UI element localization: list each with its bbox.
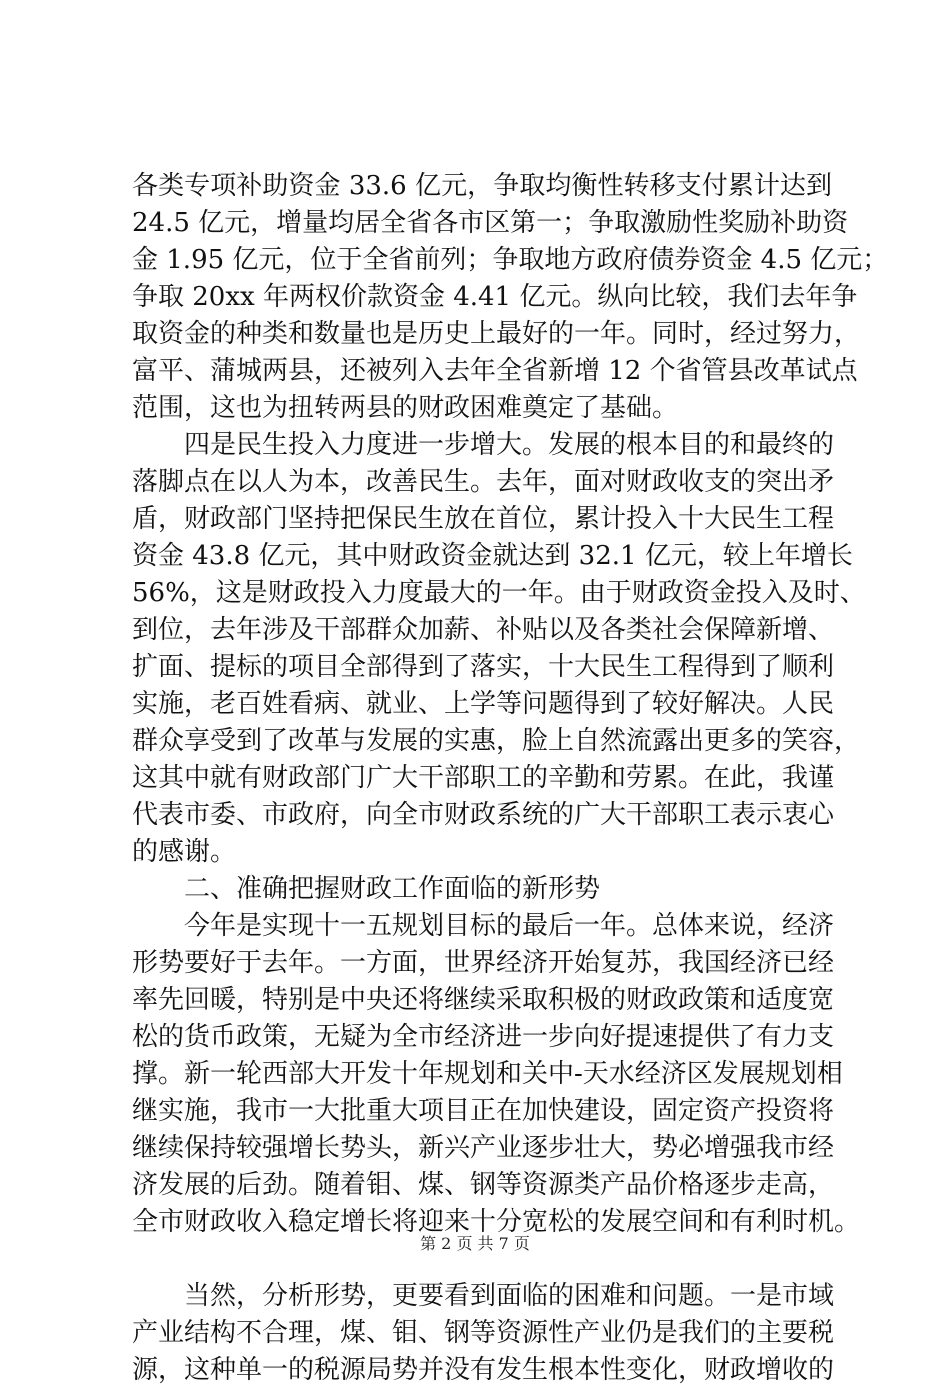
text-line: 56%，这是财政投入力度最大的一年。由于财政资金投入及时、 [132, 578, 866, 608]
paragraph-continued [132, 168, 889, 427]
text-line: 群众享受到了改革与发展的实惠，脸上自然流露出更多的笑容， [132, 726, 861, 756]
page-number-footer: 第 2 页 共 7 页 [420, 1234, 530, 1253]
text-line: 继续保持较强增长势头，新兴产业逐步壮大，势必增强我市经 [132, 1133, 835, 1163]
text-line: 松的货币政策，无疑为全市经济进一步向好提速提供了有力支 [132, 1022, 835, 1052]
text-line: 源，这种单一的税源局势并没有发生根本性变化，财政增收的 [132, 1355, 835, 1385]
text-line: 金 1.95 亿元，位于全省前列；争取地方政府债券资金 4.5 亿元； [132, 245, 889, 275]
text-line: 当然，分析形势，更要看到面临的困难和问题。一是市域 [184, 1281, 835, 1311]
text-line: 扩面、提标的项目全部得到了落实，十大民生工程得到了顺利 [132, 652, 835, 682]
text-line: 资金 43.8 亿元，其中财政资金就达到 32.1 亿元，较上年增长 [132, 541, 853, 571]
heading-text: 二、准确把握财政工作面临的新形势 [184, 874, 601, 904]
text-line: 济发展的后劲。随着钼、煤、钢等资源类产品价格逐步走高， [132, 1170, 835, 1200]
paragraph-difficulties [132, 1278, 835, 1389]
section-heading [132, 871, 832, 908]
text-line: 盾，财政部门坚持把保民生放在首位，累计投入十大民生工程 [132, 504, 835, 534]
paragraph-situation [132, 908, 861, 1241]
text-line: 代表市委、市政府，向全市财政系统的广大干部职工表示衷心 [132, 800, 835, 830]
text-line: 范围，这也为扭转两县的财政困难奠定了基础。 [132, 393, 679, 423]
text-line: 争取 20xx 年两权价款资金 4.41 亿元。纵向比较，我们去年争 [132, 282, 858, 312]
text-line: 这其中就有财政部门广大干部职工的辛勤和劳累。在此，我谨 [132, 763, 835, 793]
text-line: 的感谢。 [132, 837, 237, 867]
text-line: 形势要好于去年。一方面，世界经济开始复苏，我国经济已经 [132, 948, 835, 978]
text-line: 实施，老百姓看病、就业、上学等问题得到了较好解决。人民 [132, 689, 835, 719]
text-line: 今年是实现十一五规划目标的最后一年。总体来说，经济 [184, 911, 835, 941]
text-line: 24.5 亿元，增量均居全省各市区第一；争取激励性奖励补助资 [132, 208, 849, 238]
paragraph-livelihood [132, 427, 866, 871]
text-line: 富平、蒲城两县，还被列入去年全省新增 12 个省管县改革试点 [132, 356, 858, 386]
text-line: 落脚点在以人为本，改善民生。去年，面对财政收支的突出矛 [132, 467, 835, 497]
text-line: 各类专项补助资金 33.6 亿元，争取均衡性转移支付累计达到 [132, 171, 832, 201]
text-line: 四是民生投入力度进一步增大。发展的根本目的和最终的 [184, 430, 835, 460]
text-line: 撑。新一轮西部大开发十年规划和关中-天水经济区发展规划相 [132, 1059, 843, 1089]
text-line: 取资金的种类和数量也是历史上最好的一年。同时，经过努力， [132, 319, 861, 349]
document-body [132, 168, 889, 1389]
text-line: 全市财政收入稳定增长将迎来十分宽松的发展空间和有利时机。 [132, 1207, 861, 1237]
text-line: 继实施，我市一大批重大项目正在加快建设，固定资产投资将 [132, 1096, 835, 1126]
text-line: 到位，去年涉及干部群众加薪、补贴以及各类社会保障新增、 [132, 615, 835, 645]
text-line: 率先回暖，特别是中央还将继续采取积极的财政政策和适度宽 [132, 985, 835, 1015]
text-line: 产业结构不合理，煤、钼、钢等资源性产业仍是我们的主要税 [132, 1318, 835, 1348]
